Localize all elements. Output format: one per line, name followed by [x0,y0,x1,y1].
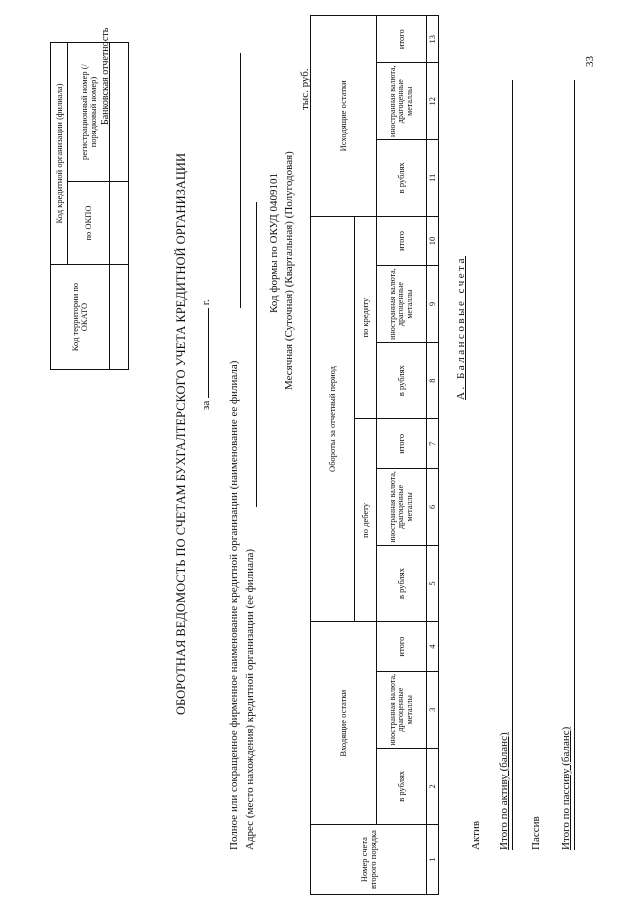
col-number: 9 [427,266,439,343]
col-number: 12 [427,63,439,140]
okpo-header: по ОКПО [68,182,110,265]
section-balance-accounts: А. Балансовые счета [455,256,467,400]
credit-total-header: итого [377,216,427,266]
col-number: 3 [427,671,439,748]
page-number: 33 [584,56,596,67]
credit-header: по кредиту [355,216,377,419]
col-number: 6 [427,469,439,546]
codes-box [50,42,129,370]
org-name-label: Полное или сокращенное фирменное наименование кредитной организации (наименование ее филиала) [228,360,240,850]
itogo-aktiv-line [512,80,513,850]
out-fx-header: иностранная валюта, драгоценные металлы [377,63,427,140]
debit-total-header: итого [377,419,427,469]
col-number: 11 [427,140,439,217]
col-number: 7 [427,419,439,469]
col-number: 8 [427,342,439,419]
address-field[interactable] [256,202,257,507]
period-line [200,299,212,410]
reg-number-value[interactable] [110,43,129,182]
turnover-table [310,15,439,895]
okpo-value[interactable] [110,182,129,265]
in-fx-header: иностранная валюта, драгоценные металлы [377,671,427,748]
form-code: Код формы по ОКУД 0409101 [268,172,280,313]
debit-fx-header: иностранная валюта, драгоценные металлы [377,469,427,546]
itogo-passiv-label: Итого по пассиву (баланс) [560,726,572,850]
col-number: 10 [427,216,439,266]
col-number: 13 [427,16,439,63]
territory-code-value[interactable] [110,265,129,370]
form-title: ОБОРОТНАЯ ВЕДОМОСТЬ ПО СЧЕТАМ БУХГАЛТЕРСКОГО УЧЕТА КРЕДИТНОЙ ОРГАНИЗАЦИИ [174,153,188,715]
col-number: 2 [427,748,439,825]
out-total-header: итого [377,16,427,63]
turnover-header: Обороты за отчетный период [311,216,355,622]
incoming-header: Входящие остатки [311,622,377,825]
territory-code-header: Код территории по ОКАТО [51,265,110,370]
passiv-label: Пассив [530,816,542,850]
itogo-passiv-line [574,80,575,850]
in-total-header: итого [377,622,427,672]
unit: тыс. руб. [299,68,311,110]
col-number: 1 [427,825,439,895]
credit-rub-header: в рублях [377,342,427,419]
itogo-aktiv-label: Итого по активу (баланс) [498,732,510,850]
in-rub-header: в рублях [377,748,427,825]
col-number: 5 [427,545,439,622]
column-numbers-row [427,16,439,895]
period-prefix: за [200,400,212,410]
reg-number-header: регистрационный номер (/порядковый номер) [68,43,110,182]
frequency: Месячная (Суточная) (Квартальная) (Полугодовая) [283,151,295,390]
period-suffix: г. [200,299,212,306]
out-rub-header: в рублях [377,140,427,217]
period-field[interactable] [208,308,209,398]
org-code-header: Код кредитной организации (филиала) [51,43,68,265]
col-number: 4 [427,622,439,672]
org-name-field[interactable] [240,53,241,308]
debit-header: по дебету [355,419,377,622]
aktiv-label: Актив [470,820,482,850]
address-label: Адрес (место нахождения) кредитной организации (ее филиала) [244,548,256,850]
credit-fx-header: иностранная валюта, драгоценные металлы [377,266,427,343]
outgoing-header: Исходящие остатки [311,16,377,217]
debit-rub-header: в рублях [377,545,427,622]
account-header: Номер счета второго порядка [311,825,427,895]
report-category: Банковская отчетность [100,27,111,125]
